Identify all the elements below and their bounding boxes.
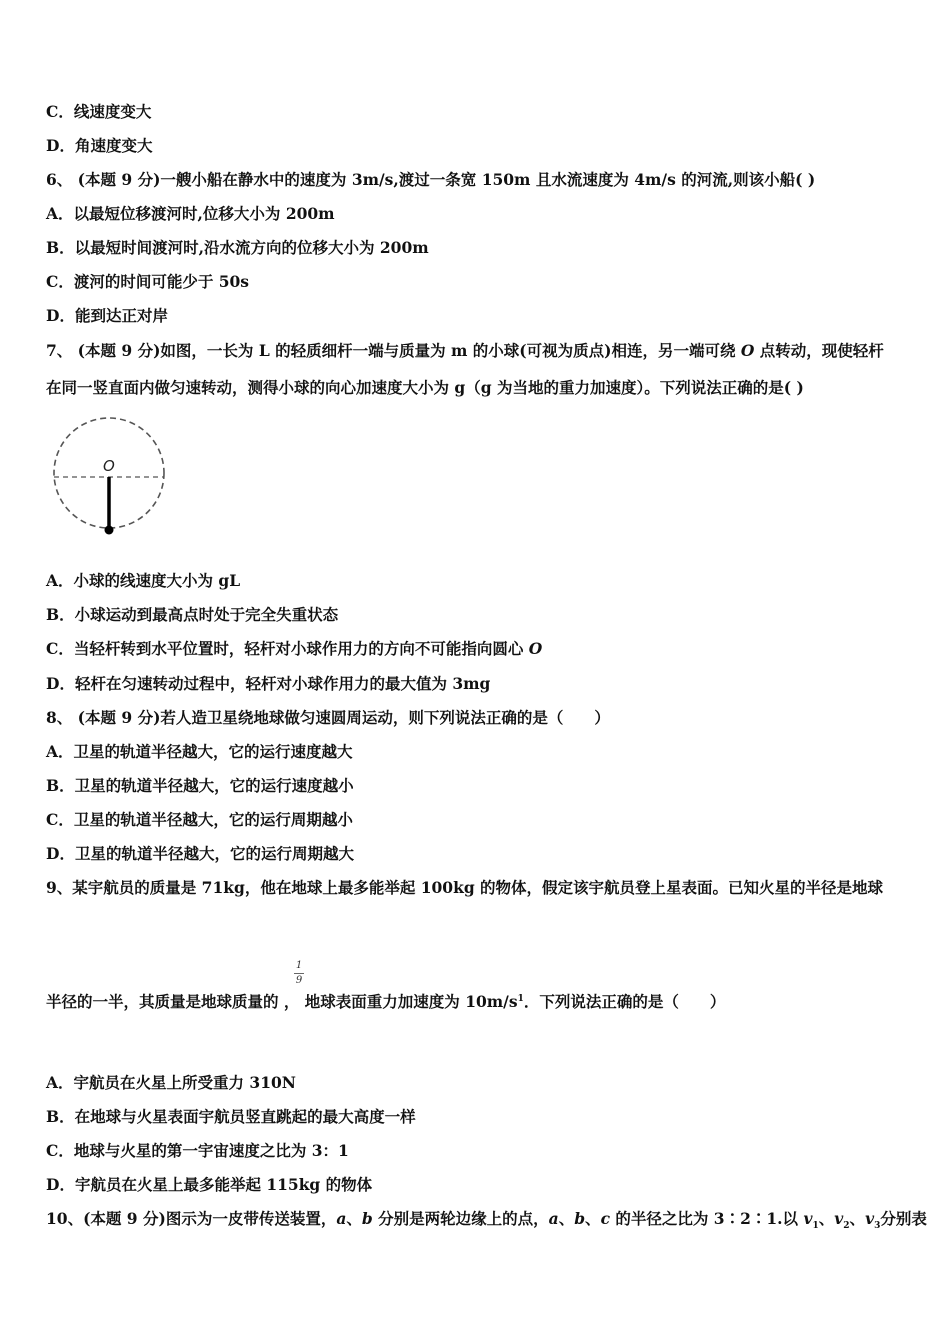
question-8-stem: 8、 (本题 9 分)若人造卫星绕地球做匀速圆周运动，则下列说法正确的是（ ） (46, 708, 610, 727)
question-8-option-b: B．卫星的轨道半径越大，它的运行速度越小 (46, 776, 354, 795)
question-8-option-c: C．卫星的轨道半径越大，它的运行周期越小 (46, 810, 353, 829)
question-9-stem-line-2: 半径的一半，其质量是地球质量的 ， 地球表面重力加速度为 $10m/s^1$．下列说法正确的是（ ） (46, 992, 726, 1012)
question-6-stem: 6、 (本题 9 分)一艘小船在静水中的速度为 3m/s,渡过一条宽 150m 且水流速度为 4m/s 的河流,则该小船( ) (46, 170, 816, 189)
question-9-option-c: C．地球与火星的第一宇宙速度之比为 3：1 (46, 1141, 349, 1160)
question-6-option-c: C．渡河的时间可能少于 50s (46, 272, 250, 291)
pivot-label-o: O (103, 457, 115, 475)
question-7-option-b: B．小球运动到最高点时处于完全失重状态 (46, 605, 339, 624)
option-c-line-speed: C．线速度变大 (46, 102, 152, 121)
question-7-option-d: D．轻杆在匀速转动过程中，轻杆对小球作用力的最大值为 3mg (46, 674, 491, 693)
question-8-option-a: A．卫星的轨道半径越大，它的运行速度越大 (46, 742, 353, 761)
question-6-option-b: B．以最短时间渡河时,沿水流方向的位移大小为 200m (46, 238, 429, 257)
question-7-stem-line-2: 在同一竖直面内做匀速转动，测得小球的向心加速度大小为 g（g 为当地的重力加速度）。下列说法正确的是( ) (46, 378, 804, 397)
question-8-option-d: D．卫星的轨道半径越大，它的运行周期越大 (46, 844, 354, 863)
question-7-option-c: C．当轻杆转到水平位置时，轻杆对小球作用力的方向不可能指向圆心 O (46, 639, 543, 658)
question-9-stem-line-1: 9、某宇航员的质量是 71kg，他在地球上最多能举起 100kg 的物体，假定该宇航员登上星表面。已知火星的半径是地球 (46, 878, 884, 897)
question-6-option-d: D．能到达正对岸 (46, 306, 168, 325)
question-7-option-a: A．小球的线速度大小为 gL (46, 571, 241, 590)
question-10-stem: 10、(本题 9 分)图示为一皮带传送装置，a、b 分别是两轮边缘上的点，a、b、c 的半径之比为 3∶2∶1.以 $v_1$、$v_2$、$v_3$分别表 (46, 1209, 927, 1232)
fraction-one-ninth: 1 9 (295, 960, 303, 986)
question-9-option-b: B．在地球与火星表面宇航员竖直跳起的最大高度一样 (46, 1107, 416, 1126)
rotating-rod-figure (46, 410, 171, 540)
question-9-option-a: A．宇航员在火星上所受重力 310N (46, 1073, 296, 1092)
question-9-option-d: D．宇航员在火星上最多能举起 115kg 的物体 (46, 1175, 373, 1194)
question-7-stem-line-1: 7、 (本题 9 分)如图，一长为 L 的轻质细杆一端与质量为 m 的小球(可视为质点)相连，另一端可绕 O 点转动，现使轻杆 (46, 341, 884, 360)
question-6-option-a: A．以最短位移渡河时,位移大小为 200m (46, 204, 335, 223)
option-d-angular-speed: D．角速度变大 (46, 136, 153, 155)
small-ball (105, 526, 114, 535)
